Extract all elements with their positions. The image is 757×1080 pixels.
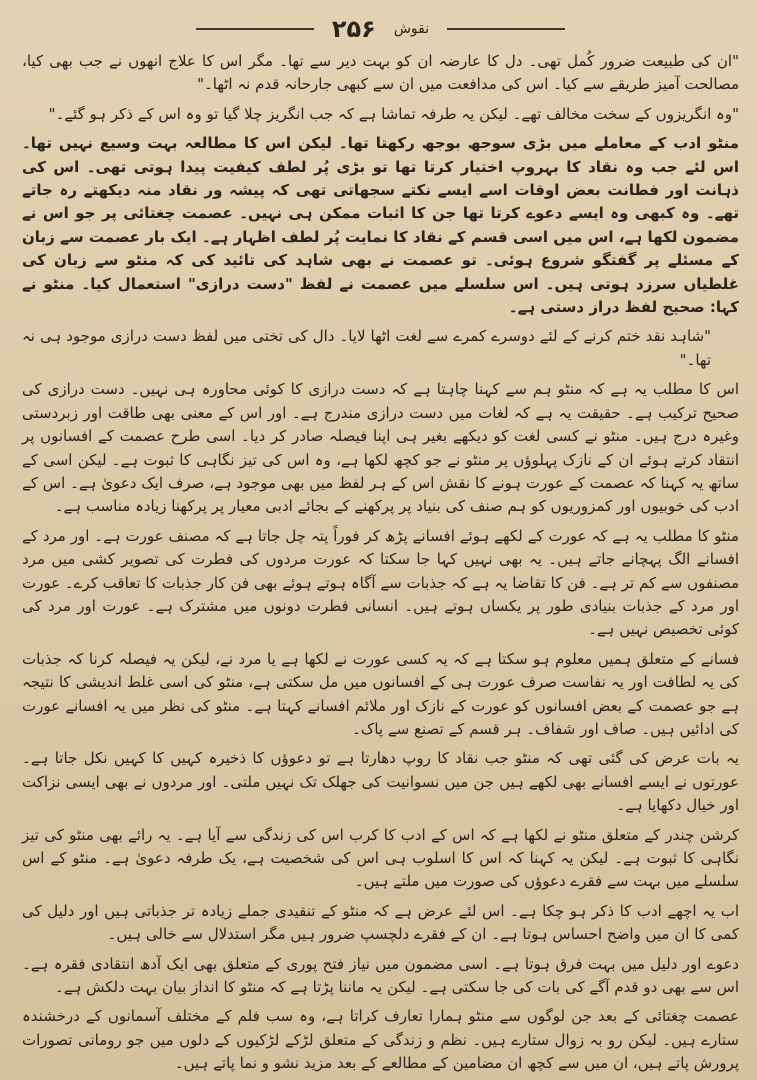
body-paragraph: منٹو کا مطلب یہ ہے کہ عورت کے لکھے ہوئے افسانے پڑھ کر فوراً پتہ چل جاتا ہے کہ مصنف عورت ہے۔ اور مرد کے افسانے الگ پہچانے جاتے ہیں۔ یہ بھی نہیں کہا جا سکتا کہ عورت مردوں کی فطرت کی تصویر کشی میں مرد مصنفوں سے کم تر ہے۔ فن کا تقاضا یہ ہے کہ جذبات سے آگاہ ہوتے ہوئے بھی فن کار جذبات کا تعاقب کرے۔ عورت اور مرد کے جذبات بنیادی طور پر یکساں ہوتے ہیں۔ انسانی فطرت دونوں میں مشترک ہے۔ عورت اور مرد کی کوئی تخصیص نہیں ہے۔ xyxy=(22,526,739,639)
magazine-title: نقوش xyxy=(393,21,430,37)
page-header xyxy=(22,8,739,50)
body-paragraph: منٹو ادب کے معاملے میں بڑی سوجھ بوجھ رکھتا تھا۔ لیکن اس کا مطالعہ بہت وسیع نہیں تھا۔ اس لئے جب وہ نقاد کا بہروپ اختیار کرتا تھا تو بڑی پُر لطف کیفیت پیدا ہوتی تھی۔ اس کی ذہانت اور فطانت بعض اوقات اسے ایسے نکتے سجھاتی تھی کہ پیشہ ور نقاد منہ دیکھتے رہ جاتے تھے۔ وہ کبھی وہ ایسے دعوے کرتا تھا جن کا اثبات ممکن ہی نہیں۔ عصمت چغتائی پر جو اس نے مضمون لکھا ہے، اس میں اسی قسم کے نقاد کا نمایت پُر لطف اظہار ہے۔ ایک بار عصمت سے زبان کے مسئلے پر گفتگو شروع ہوئی۔ تو عصمت نے بھی شاہد کی تائید کی کہ منٹو سے زبان کی غلطیاں سرزد ہوتی ہیں۔ اس سلسلے میں عصمت نے لفظ "دست درازی" استعمال کیا۔ منٹو نے کہا: صحیح لفظ دراز دستی ہے۔ xyxy=(22,134,739,317)
body-paragraph: یہ بات عرض کی گئی تھی کہ منٹو جب نقاد کا روپ دھارتا ہے تو دعوؤں کا ذخیرہ کہیں کا کہیں نکل جاتا ہے۔ عورتوں نے ایسے افسانے بھی لکھے ہیں جن میں نسوانیت کی جھلک تک نہیں ملتی۔ اور مردوں نے بھی ایسی نزاکت اور خیال دکھایا ہے۔ xyxy=(22,749,739,815)
quote-paragraph: "شاہد نقد ختم کرنے کے لئے دوسرے کمرے سے لغت اٹھا لایا۔ دال کی تختی میں لفظ دست درازی موجود ہی نہ تھا۔" xyxy=(22,327,711,369)
body-paragraph: کرشن چندر کے متعلق منٹو نے لکھا ہے کہ اس کے ادب کا کرب اس کی زندگی سے آیا ہے۔ یہ رائے بھی منٹو کی تیز نگاہی کا ثبوت ہے۔ لیکن یہ کہنا کہ اس کا اسلوب ہی اس کی شخصیت ہے، یک طرفہ دعویٰ ہے۔ منٹو کے اس سلسلے میں بہت سے فقرے دعوؤں کی صورت میں ملتے ہیں۔ xyxy=(22,825,739,891)
body-paragraph: اس کا مطلب یہ ہے کہ منٹو ہم سے کہنا چاہتا ہے کہ دست درازی کا کوئی محاورہ ہی نہیں۔ دست درازی کی صحیح ترکیب ہے۔ حقیقت یہ ہے کہ لغات میں دست درازی مندرج ہے۔ اور اس کے معنی بھی طاقت اور زبردستی وغیرہ درج ہیں۔ منٹو نے کسی لغت کو دیکھے بغیر ہی اپنا فیصلہ صادر کر دیا۔ اسی طرح عصمت کے افسانوں پر انتقاد کرتے ہوئے ان کے نازک پہلوؤں پر منٹو نے جو کچھ لکھا ہے، وہ اس کی تیز نگاہی کا ثبوت ہے۔ لیکن اسی کے ساتھ یہ کہنا کہ عصمت کے عورت ہونے کا نقش اس کے ہر لفظ میں بھی موجود ہے، صرف ایک دعویٰ ہے۔ اس کے ادب کی خوبیوں اور کمزوریوں کو ہم صنف کی بنیاد پر پرکھنے کے بجائے ادبی معیار پر پرکھنا زیادہ مناسب ہے۔ xyxy=(22,380,739,516)
body-paragraph: فسانے کے متعلق ہمیں معلوم ہو سکتا ہے کہ یہ کسی عورت نے لکھا ہے یا مرد نے، لیکن یہ فیصلہ کرنا کہ جذبات کی یہ لطافت اور یہ نفاست صرف عورت ہی کے افسانوں میں مل سکتی ہے، منٹو کی اسی غلط اندیشی کا نتیجہ ہے جو عصمت کے بعض افسانوں کو عورت کے نازک اور ملائم افسانے کہتا ہے۔ منٹو کی نظر میں یہ افسانے عورت کی ادائیں ہیں۔ صاف اور شفاف۔ ہر قسم کے تصنع سے پاک۔ xyxy=(22,649,739,738)
quote-paragraph: "وہ انگریزوں کے سخت مخالف تھے۔ لیکن یہ طرفہ تماشا ہے کہ جب انگریز چلا گیا تو وہ اس کے ذکر ہو گئے۔" xyxy=(48,104,739,123)
body-paragraph: دعوے اور دلیل میں بہت فرق ہوتا ہے۔ اسی مضمون میں نیاز فتح پوری کے متعلق بھی ایک آدھ انتقادی فقرہ ہے۔ اس سے بھی دو قدم آگے کی بات کی جا سکتی ہے۔ لیکن یہ ماننا پڑتا ہے کہ منٹو کا انداز بیان بہت دلکش ہے۔ xyxy=(22,954,739,997)
header-rule-right xyxy=(447,28,565,30)
body-paragraph: عصمت چغتائی کے بعد جن لوگوں سے منٹو ہمارا تعارف کراتا ہے، وہ سب فلم کے مختلف آسمانوں کے درخشندہ ستارے ہیں۔ لیکن رو بہ زوال ستارے ہیں۔ نظم و زندگی کے متعلق لڑکے لڑکیوں کے دلوں میں جو رومانی تصورات پرورش پاتے ہیں، ان میں سے کچھ ان مضامین کے مطالعے کے بعد مزید نشو و نما پاتے ہیں۔ xyxy=(22,1007,739,1073)
header-rule-left xyxy=(196,28,314,30)
page-number: ۲۵۶ xyxy=(331,15,376,43)
quote-paragraph: "ان کی طبیعت ضرور کُمل تھی۔ دل کا عارضہ ان کو بہت دیر سے تھا۔ مگر اس کا علاج انھوں نے جب بھی کیا، مصالحت آمیز طریقے سے کیا۔ اس کی مدافعت میں ان سے کبھی جارحانہ قدم نہ اٹھا۔" xyxy=(22,52,739,94)
body-paragraph: اب یہ اچھے ادب کا ذکر ہو چکا ہے۔ اس لئے عرض ہے کہ منٹو کے تنقیدی جملے زیادہ تر جذباتی ہیں اور دلیل کی کمی کا ان میں واضح احساس ہوتا ہے۔ ان کے فقرے دلچسپ ضرور ہیں مگر استدلال سے خالی ہیں۔ xyxy=(22,901,739,944)
page-body xyxy=(22,50,739,1076)
